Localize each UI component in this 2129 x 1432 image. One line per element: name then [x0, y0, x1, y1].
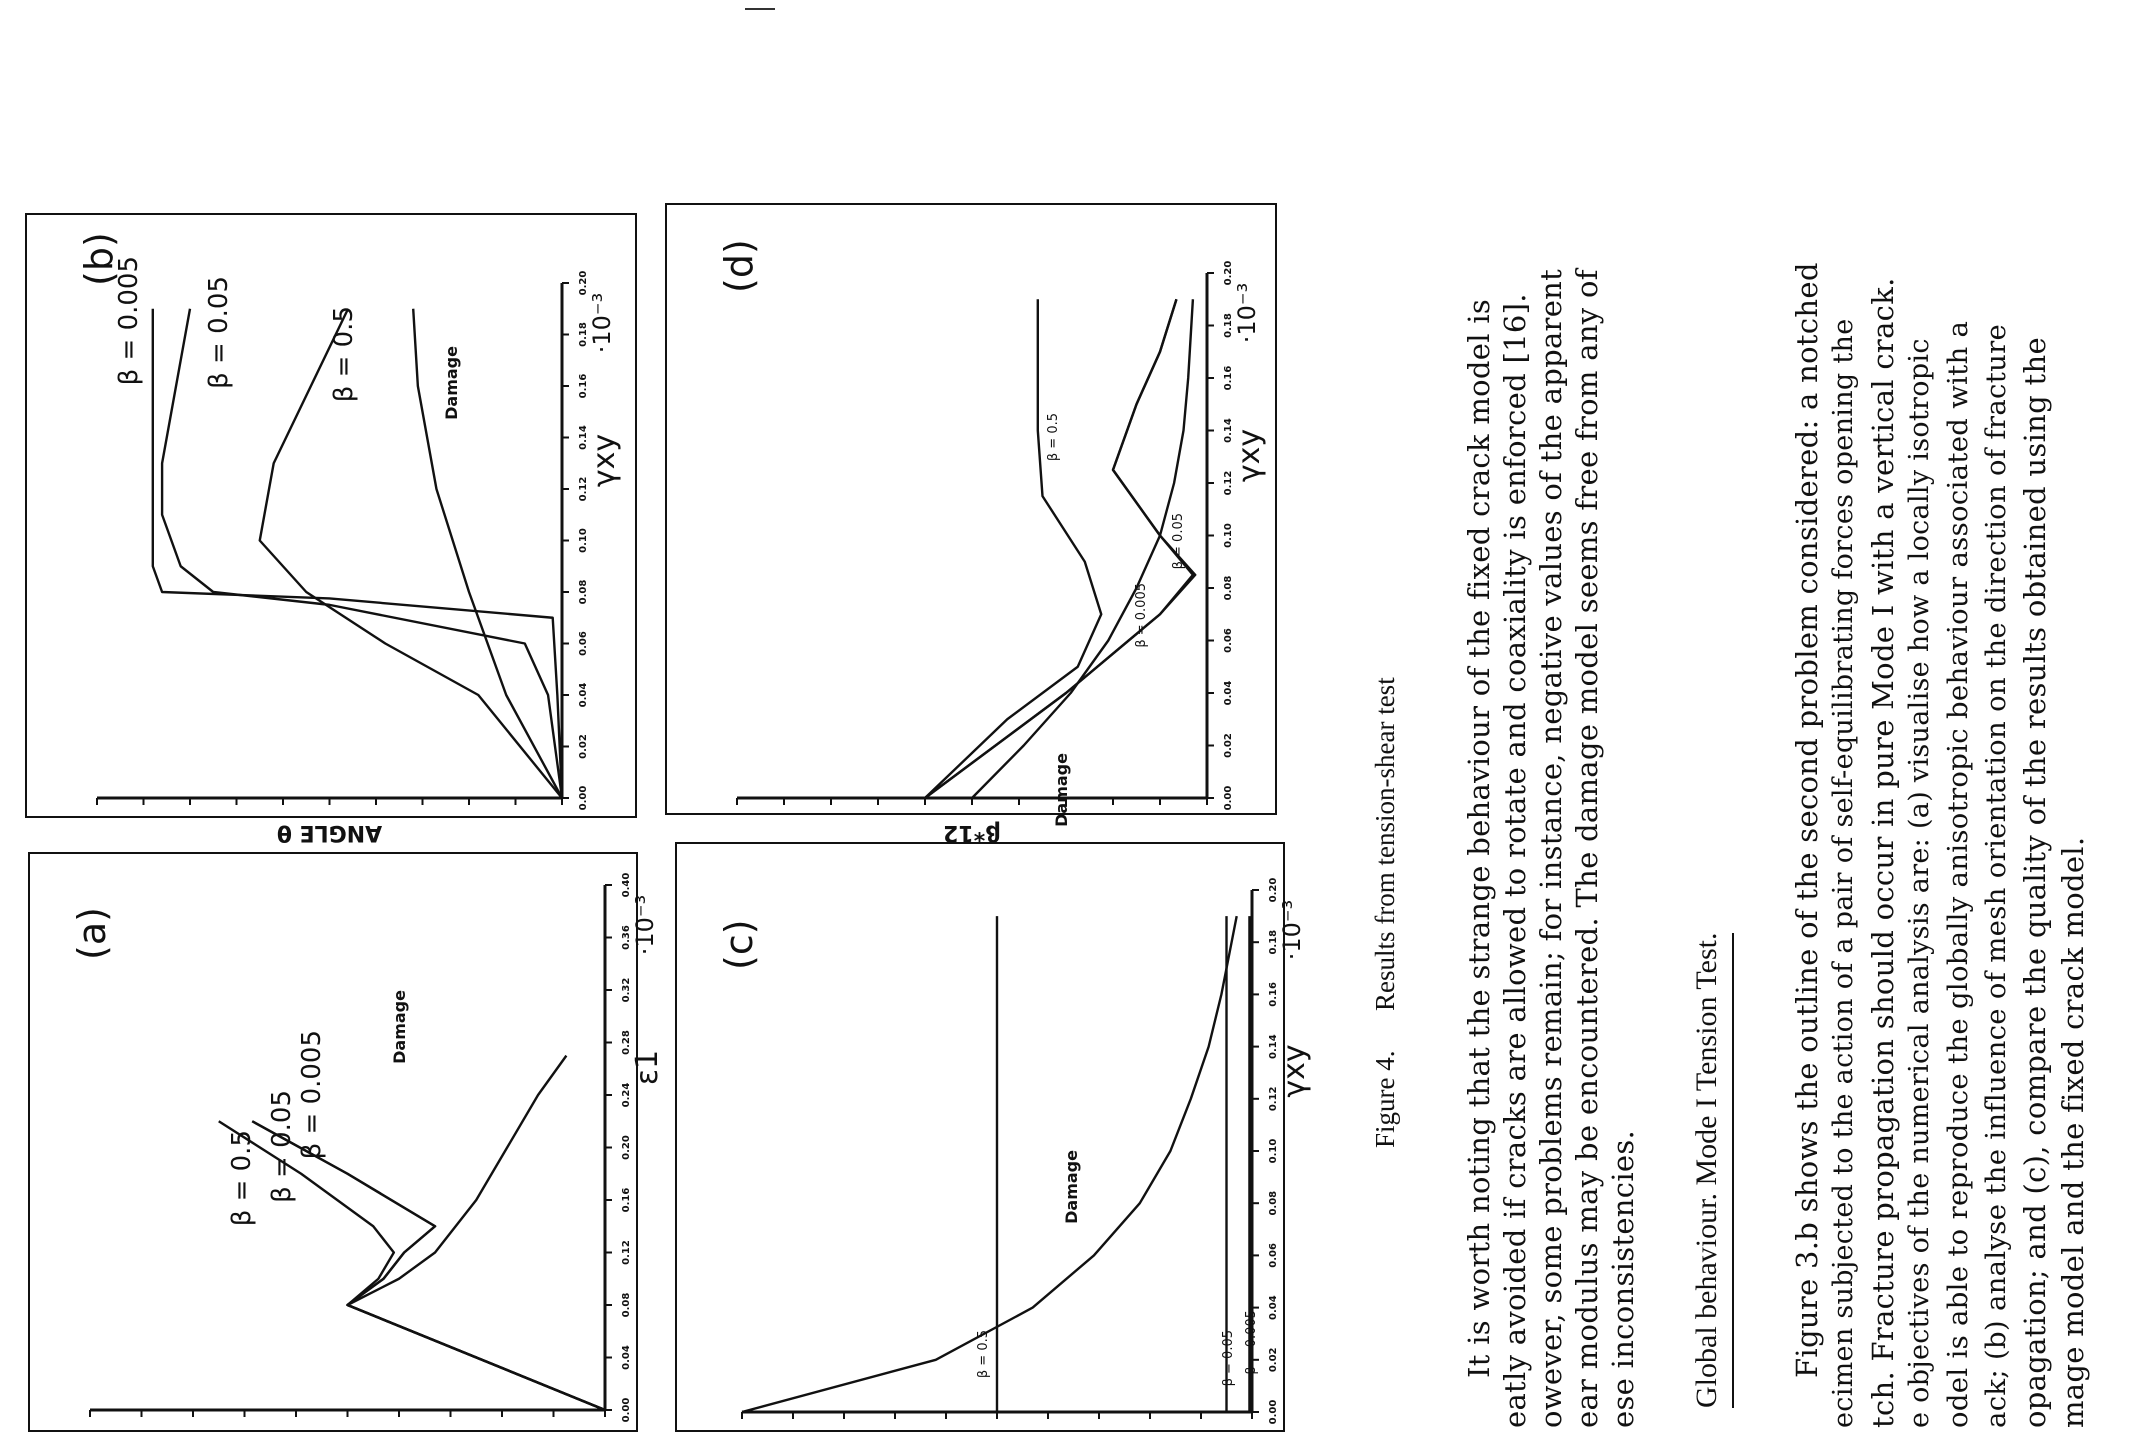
svg-text:0.02: 0.02: [1268, 1347, 1279, 1373]
svg-text:·10⁻³: ·10⁻³: [631, 894, 659, 956]
svg-text:0.00: 0.00: [1223, 785, 1234, 811]
figure-caption-text: Results from tension-shear test: [1370, 677, 1400, 1011]
page-edge-mark: [745, 8, 775, 10]
svg-text:0.14: 0.14: [578, 425, 589, 450]
svg-text:0.04: 0.04: [578, 682, 589, 708]
svg-text:β = 0.05: β = 0.05: [267, 1090, 297, 1203]
chart-c-plot: [677, 840, 1312, 1430]
svg-text:0.10: 0.10: [578, 528, 589, 553]
svg-text:β*12: β*12: [943, 820, 1001, 845]
chart-a-plot: [30, 850, 665, 1430]
panel-label-b: (b): [77, 232, 121, 286]
chart-b-plot: [27, 211, 639, 845]
paragraph-line: opagation; and (c), compare the quality of the results obtained using the: [2018, 337, 2052, 1428]
svg-text:0.00: 0.00: [578, 785, 589, 811]
figure-caption: [1370, 677, 1401, 1148]
svg-text:γxy: γxy: [1277, 1044, 1312, 1098]
svg-text:0.16: 0.16: [578, 373, 589, 399]
paragraph-line: tch. Fracture propagation should occur in pure Mode I with a vertical crack.: [1866, 277, 1900, 1428]
svg-text:β = 0.005: β = 0.005: [114, 256, 144, 386]
paragraph-line: owever, some problems remain; for instance, negative values of the apparent: [1534, 268, 1568, 1428]
svg-text:0.04: 0.04: [1223, 680, 1234, 706]
paragraph-line: It is worth noting that the strange behaviour of the fixed crack model is: [1462, 298, 1496, 1378]
svg-text:·10⁻³: ·10⁻³: [588, 292, 616, 354]
svg-text:β = 0.05: β = 0.05: [1221, 1330, 1236, 1387]
paragraph-line: Figure 3.b shows the outline of the second problem considered: a notched: [1790, 262, 1824, 1378]
paragraph-line: e objectives of the numerical analysis are: (a) visualise how a locally isotropic: [1904, 338, 1935, 1428]
svg-text:0.18: 0.18: [578, 322, 589, 347]
svg-text:γxy: γxy: [587, 433, 622, 488]
svg-text:0.28: 0.28: [621, 1030, 632, 1055]
svg-text:0.10: 0.10: [1268, 1138, 1279, 1164]
svg-text:β = 0.05: β = 0.05: [1171, 513, 1186, 570]
panel-label-a: (a): [70, 907, 114, 960]
svg-text:0.08: 0.08: [1268, 1190, 1279, 1216]
svg-text:0.12: 0.12: [1223, 470, 1234, 496]
chart-panel-a: [28, 852, 665, 1432]
svg-text:0.04: 0.04: [621, 1345, 632, 1370]
paragraph-line: ear modulus may be encountered. The damage model seems free from any of: [1570, 269, 1604, 1428]
svg-text:β = 0.05: β = 0.05: [204, 276, 234, 389]
chart-panel-c: [675, 842, 1312, 1432]
svg-text:0.12: 0.12: [578, 476, 589, 502]
svg-text:0.14: 0.14: [1268, 1034, 1279, 1059]
paragraph-line: odel is able to reproduce the globally anisotropic behaviour associated with a: [1942, 320, 1974, 1428]
svg-text:β = 0.005: β = 0.005: [1134, 583, 1149, 648]
svg-text:β = 0.5: β = 0.5: [976, 1330, 991, 1379]
svg-text:0.04: 0.04: [1268, 1295, 1279, 1320]
svg-text:0.00: 0.00: [621, 1397, 632, 1423]
paragraph-line: ese inconsistencies.: [1606, 1129, 1640, 1428]
paragraph-line: ecimen subjected to the action of a pair of self-equilibrating forces opening the: [1828, 318, 1859, 1428]
svg-text:0.08: 0.08: [578, 579, 589, 605]
svg-text:Damage: Damage: [442, 346, 461, 420]
svg-text:0.02: 0.02: [1223, 733, 1234, 758]
svg-text:0.40: 0.40: [621, 872, 632, 898]
svg-text:0.24: 0.24: [621, 1082, 632, 1108]
svg-text:β = 0.5: β = 0.5: [1046, 413, 1061, 462]
svg-text:ANGLE θ: ANGLE θ: [276, 820, 383, 845]
section-heading: Global behaviour. Mode I Tension Test.: [1690, 933, 1734, 1408]
svg-text:ε1: ε1: [630, 1049, 665, 1086]
svg-text:·10⁻³: ·10⁻³: [1278, 899, 1306, 961]
svg-text:·10⁻³: ·10⁻³: [1233, 282, 1261, 344]
svg-text:0.06: 0.06: [1268, 1243, 1279, 1268]
panel-label-d: (d): [717, 239, 761, 293]
svg-text:β = 0.5: β = 0.5: [329, 306, 359, 403]
svg-text:0.36: 0.36: [621, 925, 632, 950]
svg-text:β = 0.005: β = 0.005: [297, 1030, 327, 1160]
svg-text:0.12: 0.12: [621, 1240, 632, 1265]
svg-text:β = 0.005: β = 0.005: [1244, 1310, 1259, 1375]
svg-text:0.16: 0.16: [1268, 982, 1279, 1007]
svg-text:0.00: 0.00: [1268, 1399, 1279, 1425]
svg-text:0.20: 0.20: [621, 1135, 632, 1160]
svg-text:0.20: 0.20: [1223, 260, 1234, 286]
svg-text:0.18: 0.18: [1268, 929, 1279, 955]
svg-text:0.02: 0.02: [578, 734, 589, 759]
svg-text:0.06: 0.06: [1223, 628, 1234, 653]
svg-text:0.20: 0.20: [1268, 877, 1279, 903]
svg-text:Damage: Damage: [1062, 1150, 1081, 1224]
svg-text:0.12: 0.12: [1268, 1086, 1279, 1112]
panel-label-c: (c): [717, 919, 761, 970]
svg-text:0.20: 0.20: [578, 270, 589, 296]
svg-text:0.14: 0.14: [1223, 418, 1234, 443]
figure-caption-label: Figure 4.: [1370, 1050, 1400, 1148]
svg-text:0.06: 0.06: [578, 631, 589, 656]
svg-text:0.16: 0.16: [621, 1187, 632, 1213]
chart-panel-b: [25, 213, 637, 845]
svg-text:0.18: 0.18: [1223, 313, 1234, 338]
svg-text:0.10: 0.10: [1223, 523, 1234, 548]
chart-panel-d: [665, 203, 1277, 845]
paragraph-line: eatly avoided if cracks are allowed to rotate and coaxiality is enforced [16].: [1498, 293, 1532, 1428]
svg-text:β = 0.5: β = 0.5: [227, 1130, 257, 1227]
paragraph-line: mage model and the fixed crack model.: [2056, 836, 2090, 1428]
svg-text:Damage: Damage: [390, 990, 409, 1064]
svg-text:0.32: 0.32: [621, 977, 632, 1003]
svg-text:0.08: 0.08: [621, 1292, 632, 1318]
svg-text:0.16: 0.16: [1223, 365, 1234, 391]
svg-text:Damage: Damage: [1052, 753, 1071, 827]
svg-text:γxy: γxy: [1232, 428, 1267, 483]
paragraph-line: ack; (b) analyse the influence of mesh orientation on the direction of fracture: [1980, 323, 2012, 1428]
svg-text:0.08: 0.08: [1223, 575, 1234, 601]
